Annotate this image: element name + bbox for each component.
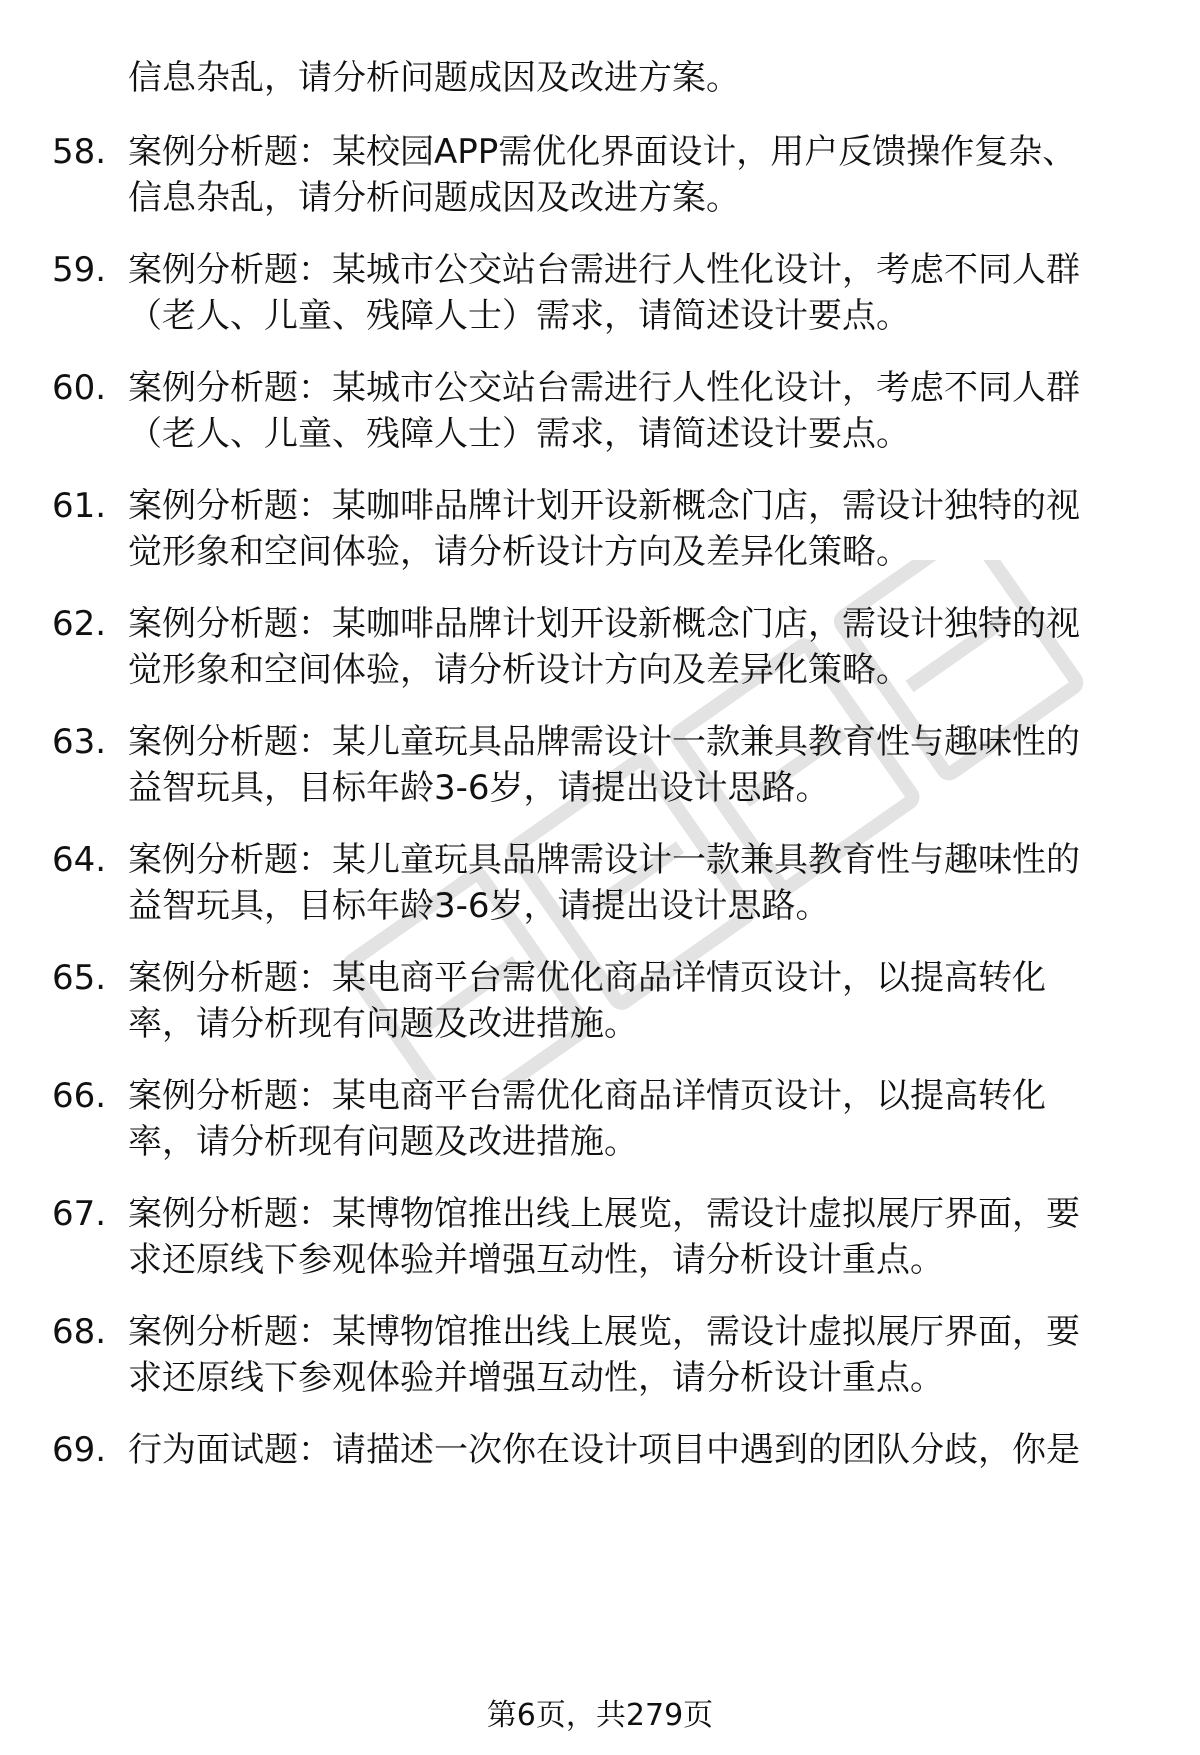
question-number: 61.: [52, 486, 107, 526]
question-number: 66.: [52, 1076, 107, 1116]
question-number: 62.: [52, 604, 107, 644]
question-number: 69.: [52, 1430, 107, 1470]
question-text-line: 益智玩具，目标年龄3-6岁，请提出设计思路。: [128, 886, 830, 926]
question-text-line: （老人、儿童、残障人士）需求，请简述设计要点。: [128, 296, 910, 336]
intro-continuation-line: 信息杂乱，请分析问题成因及改进方案。: [128, 58, 740, 98]
question-number: 59.: [52, 250, 107, 290]
question-text-line: 率，请分析现有问题及改进措施。: [128, 1122, 638, 1162]
question-text-line: 觉形象和空间体验，请分析设计方向及差异化策略。: [128, 650, 910, 690]
question-text-line: 案例分析题：某博物馆推出线上展览，需设计虚拟展厅界面，要: [128, 1312, 1080, 1352]
question-text-line: 信息杂乱，请分析问题成因及改进方案。: [128, 178, 740, 218]
page-footer: 第6页，共279页: [486, 1698, 714, 1733]
question-number: 60.: [52, 368, 107, 408]
question-text-line: （老人、儿童、残障人士）需求，请简述设计要点。: [128, 414, 910, 454]
question-text-line: 案例分析题：某电商平台需优化商品详情页设计，以提高转化: [128, 958, 1046, 998]
question-text-line: 案例分析题：某儿童玩具品牌需设计一款兼具教育性与趣味性的: [128, 722, 1080, 762]
question-text-line: 案例分析题：某城市公交站台需进行人性化设计，考虑不同人群: [128, 368, 1080, 408]
question-number: 68.: [52, 1312, 107, 1352]
question-text-line: 案例分析题：某博物馆推出线上展览，需设计虚拟展厅界面，要: [128, 1194, 1080, 1234]
question-text-line: 案例分析题：某咖啡品牌计划开设新概念门店，需设计独特的视: [128, 486, 1080, 526]
question-number: 65.: [52, 958, 107, 998]
question-text-line: 行为面试题：请描述一次你在设计项目中遇到的团队分歧，你是: [128, 1430, 1080, 1470]
question-text-line: 求还原线下参观体验并增强互动性，请分析设计重点。: [128, 1358, 944, 1398]
question-text-line: 案例分析题：某咖啡品牌计划开设新概念门店，需设计独特的视: [128, 604, 1080, 644]
question-number: 63.: [52, 722, 107, 762]
question-text-line: 益智玩具，目标年龄3-6岁，请提出设计思路。: [128, 768, 830, 808]
question-number: 58.: [52, 132, 107, 172]
question-text-line: 案例分析题：某电商平台需优化商品详情页设计，以提高转化: [128, 1076, 1046, 1116]
question-number: 67.: [52, 1194, 107, 1234]
question-text-line: 求还原线下参观体验并增强互动性，请分析设计重点。: [128, 1240, 944, 1280]
question-text-line: 觉形象和空间体验，请分析设计方向及差异化策略。: [128, 532, 910, 572]
question-text-line: 率，请分析现有问题及改进措施。: [128, 1004, 638, 1044]
question-number: 64.: [52, 840, 107, 880]
question-text-line: 案例分析题：某城市公交站台需进行人性化设计，考虑不同人群: [128, 250, 1080, 290]
question-text-line: 案例分析题：某儿童玩具品牌需设计一款兼具教育性与趣味性的: [128, 840, 1080, 880]
question-text-line: 案例分析题：某校园APP需优化界面设计，用户反馈操作复杂、: [128, 132, 1077, 172]
